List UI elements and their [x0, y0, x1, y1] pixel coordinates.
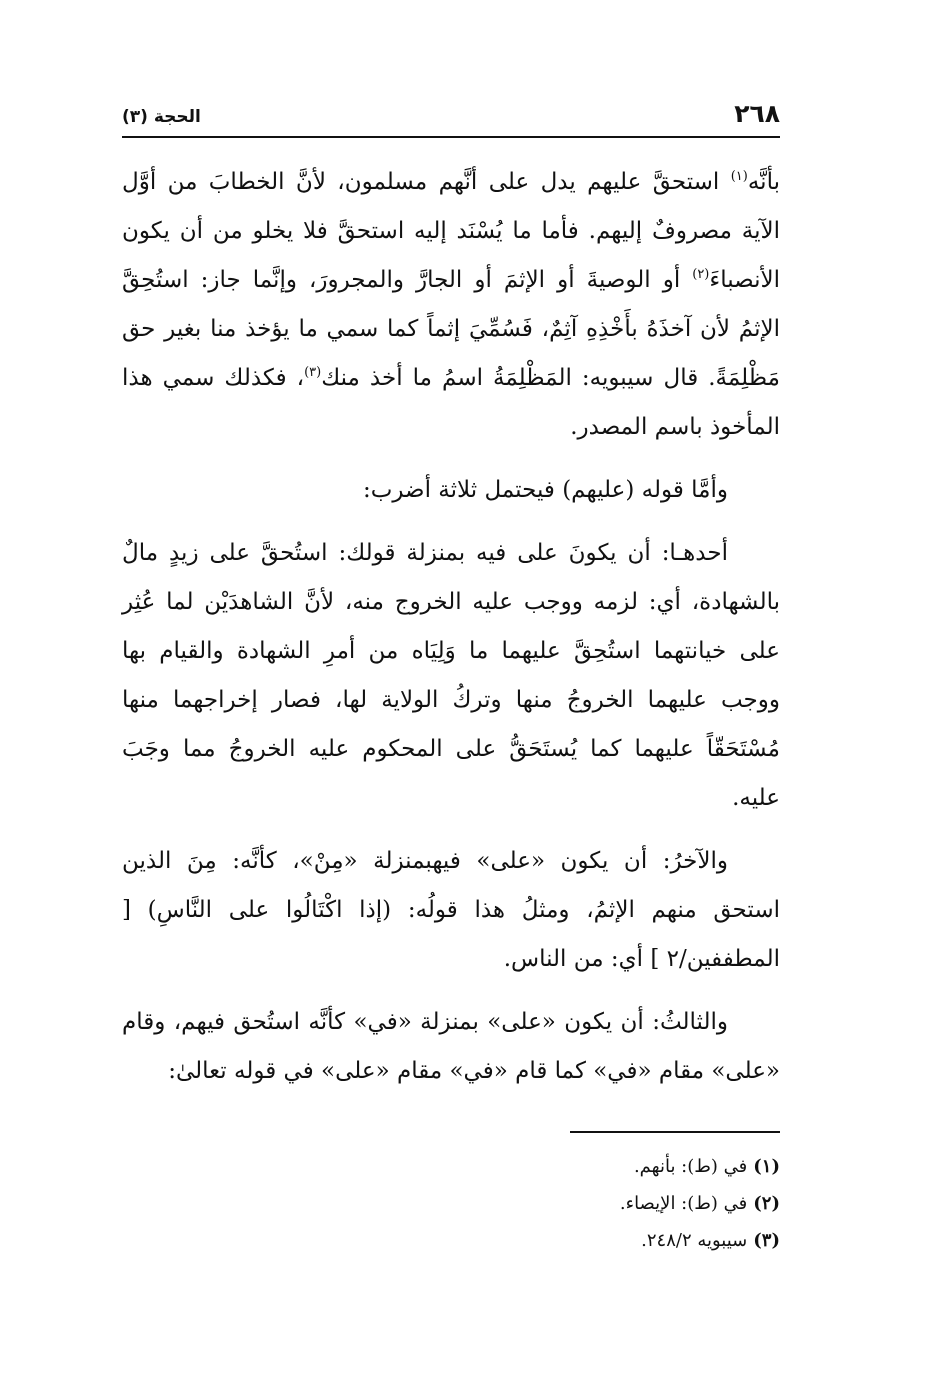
text-run: استحقَّ عليهم يدل على أنَّهم مسلمون، لأنَّ الخطابَ من أوَّل الآية مصروفٌ إليهم. فأما ما يُسْنَد إليه استحقَّ فلا يخلو من أن يكون الأنصباءَ: [122, 169, 780, 293]
paragraph-2: وأمَّا قوله (عليهم) فيحتمل ثلاثة أضرب:: [362, 477, 728, 503]
text-run: بأنَّه: [747, 169, 780, 195]
footnote-ref-2: (٢): [692, 267, 710, 282]
main-text: [122, 158, 780, 1110]
paragraph-4: والآخرُ: أن يكون «على» فيهبمنزلة «مِنْ»، كأنَّه: مِنَ الذين استحق منهم الإثمُ، ومثلُ هذا قولُه: (إذا اكْتَالُوا على النَّاسِ) [ المطففين/٢ ] أي: من الناس.: [122, 848, 780, 972]
footnotes: [122, 1148, 780, 1259]
footnote-ref-1: (١): [730, 169, 748, 184]
footnote-2: [122, 1185, 780, 1222]
paragraph-5: والثالثُ: أن يكون «على» بمنزلة «في» كأنَّه استُحق فيهم، وقام «على» مقام «في» كما قام «في» مقام «على» في قوله تعالىٰ:: [122, 1009, 780, 1084]
header-divider: [122, 136, 780, 138]
page-header: [122, 94, 780, 128]
footnote-number: (٣): [753, 1230, 780, 1251]
text-run: ، فكذلك سمي هذا المأخوذ باسم المصدر.: [122, 365, 780, 440]
running-title: الحجة (٣): [122, 107, 201, 127]
footnote-divider: [570, 1131, 780, 1133]
footnote-number: (١): [753, 1156, 780, 1177]
paragraph-3: أحدهـا: أن يكونَ على فيه بمنزلة قولك: استُحقَّ على زيدٍ مالٌ بالشهادة، أي: لزمه ووجب عليه الخروج منه، لأنَّ الشاهدَيْن لما عُثِر على خيانتهما استُحِقَّ عليهما ما وَلِيَاه من أمرِ الشهادة والقيام بها ووجب عليهما الخروجُ منها وتركُ الولاية لها، فصار إخراجهما منها مُسْتَحَقّاً عليهما كما يُستَحَقُّ على المحكوم عليه الخروجُ مما وجَبَ عليه.: [122, 540, 780, 811]
footnote-text: في (ط): بأنهم.: [633, 1156, 748, 1177]
page-number: ٢٦٨: [734, 99, 780, 128]
footnote-ref-3: (٣): [304, 365, 322, 380]
footnote-text: سيبويه ٢٤٨/٢.: [641, 1230, 748, 1251]
footnote-3: [122, 1222, 780, 1259]
footnote-number: (٢): [753, 1193, 780, 1214]
footnote-1: [122, 1148, 780, 1185]
paragraph-1: [122, 158, 780, 452]
footnote-text: في (ط): الإيصاء.: [619, 1193, 748, 1214]
text-run: أو الوصيةَ أو الإثمَ أو الجارَّ والمجرورَ، وإنَّما جاز: استُحِقَّ الإثمُ لأن آخذَهُ بأَخْذِهِ آثِمٌ، فَسُمِّيَ إثماً كما سمي ما يؤخذ منا بغير حق مَظْلِمَةً. قال سيبويه: المَظْلِمَةُ اسمُ ما أخذ منك: [122, 267, 780, 391]
